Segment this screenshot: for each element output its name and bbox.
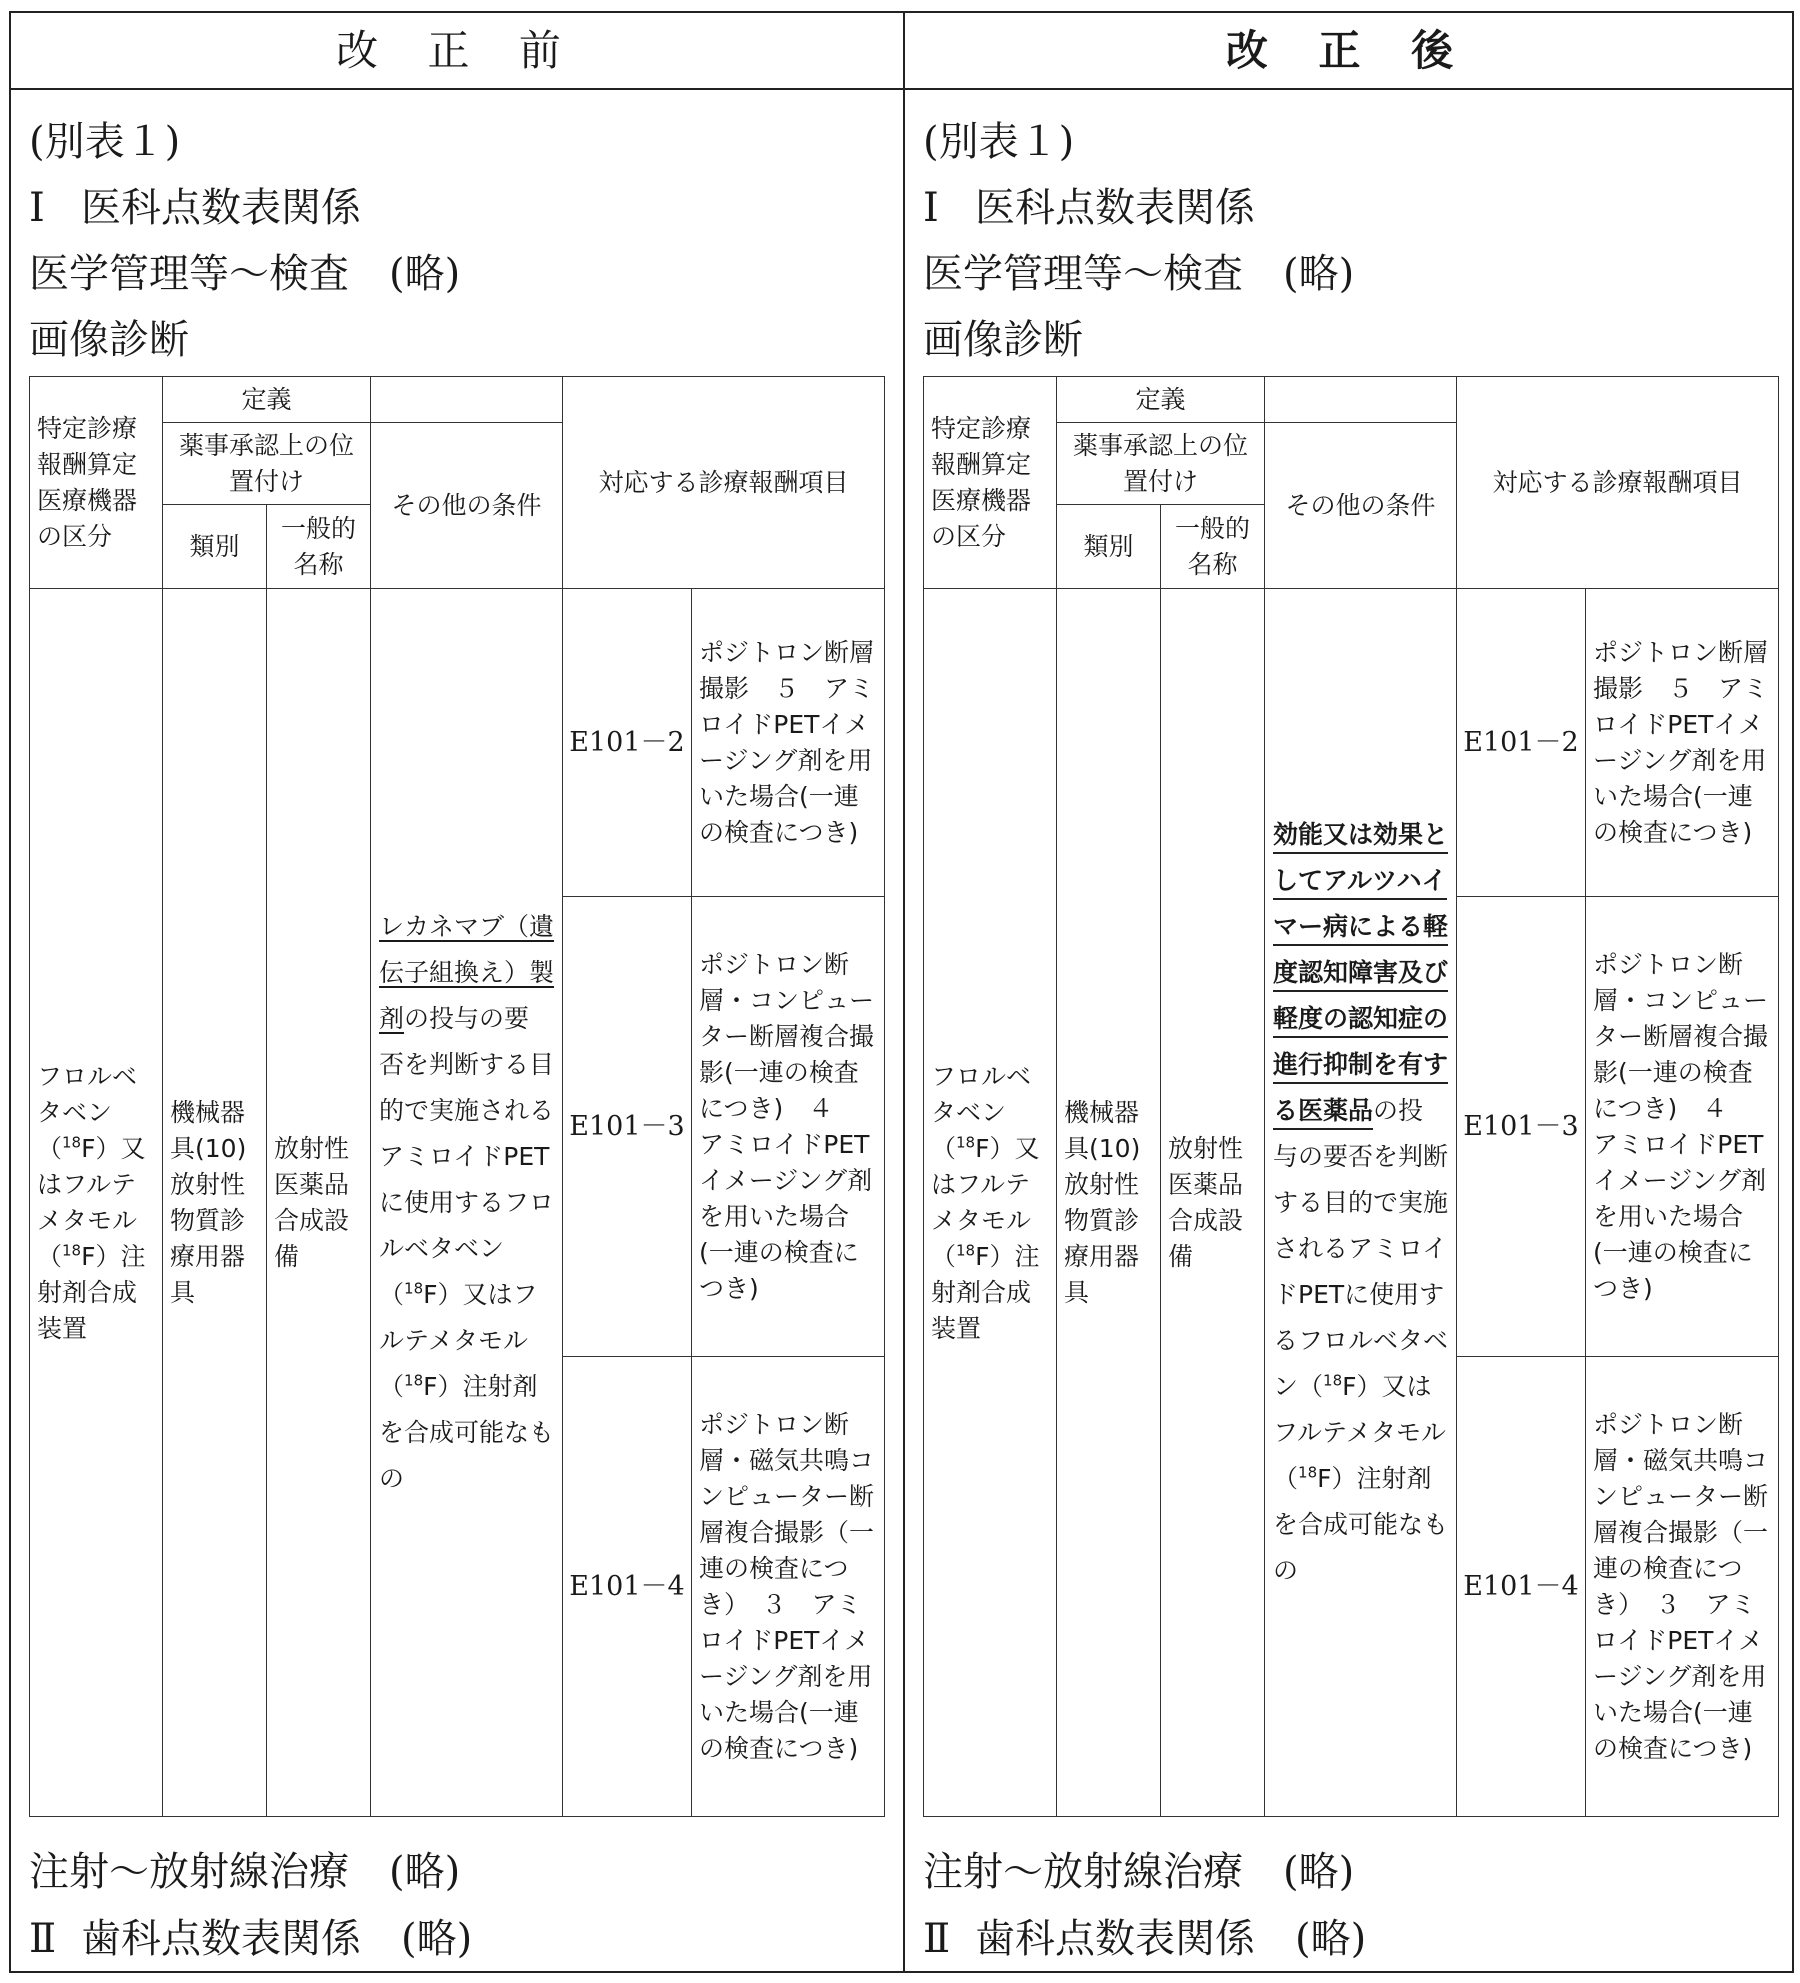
item-code: E101－4 [563,1357,692,1817]
header-items: 対応する診療報酬項目 [1457,377,1779,589]
header-generic: 一般的名称 [267,505,371,589]
document-frame [9,11,1794,1973]
device-type: 機械器具(10)放射性物質診療用器具 [163,589,267,1817]
item-desc: ポジトロン断層撮影 ５ アミロイドPETイメージング剤を用いた場合(一連の検査につき) [1586,589,1779,897]
device-table-after [923,376,1779,1817]
condition-after: 効能又は効果としてアルツハイマー病による軽度認知障害及び軽度の認知症の進行抑制を有する医薬品の投与の要否を判断する目的で実施されるアミロイドPETに使用するフロルベタベン（$^{18}$F）又はフルテメタモル（$^{18}$F）注射剤を合成可能なもの [1265,589,1457,1817]
section2-numeral: Ⅱ [29,1916,57,1962]
condition-underlined: レカネマブ（遺伝子組換え）製剤 [379,911,555,1033]
header-blank [371,377,563,423]
range-line: 医学管理等～検査 (略) [923,251,1355,297]
section-title: 医科点数表関係 [975,185,1255,231]
header-before: 改 正 前 [336,26,579,75]
footer-range: 注射～放射線治療 (略) [923,1849,1355,1895]
panel-before [11,90,903,1973]
device-category: フロルベタベン（$^{18}$F）又はフルテメタモル（$^{18}$F）注射剤合成装置 [30,589,163,1817]
header-type: 類別 [163,505,267,589]
device-generic: 放射性医薬品合成設備 [267,589,371,1817]
header-blank [1265,377,1457,423]
item-desc: ポジトロン断層・磁気共鳴コンピューター断層複合撮影（一連の検査につき） ３ アミロイドPETイメージング剤を用いた場合(一連の検査につき) [1586,1357,1779,1817]
header-definition: 定義 [163,377,371,423]
condition-before: レカネマブ（遺伝子組換え）製剤の投与の要否を判断する目的で実施されるアミロイドPETに使用するフロルベタベン（$^{18}$F）又はフルテメタモル（$^{18}$F）注射剤を合成可能なもの [371,589,563,1817]
section-heading [923,176,1255,233]
subsection-title: 画像診断 [923,317,1083,363]
item-code: E101－3 [563,897,692,1357]
header-row [11,13,1792,90]
item-code: E101－4 [1457,1357,1586,1817]
device-type: 機械器具(10)放射性物質診療用器具 [1057,589,1161,1817]
header-approval: 薬事承認上の位置付け [1057,423,1265,505]
item-code: E101－2 [1457,589,1586,897]
header-other: その他の条件 [371,423,563,589]
range-line: 医学管理等～検査 (略) [29,251,461,297]
item-desc: ポジトロン断層撮影 ５ アミロイドPETイメージング剤を用いた場合(一連の検査につき) [692,589,885,897]
section-numeral: Ⅰ [923,185,939,231]
panel-after [905,90,1793,1973]
section-numeral: Ⅰ [29,185,45,231]
header-definition: 定義 [1057,377,1265,423]
section2-numeral: Ⅱ [923,1916,951,1962]
section2-heading [29,1907,472,1964]
item-code: E101－2 [563,589,692,897]
section-heading [29,176,361,233]
section2-title: 歯科点数表関係 (略) [975,1916,1367,1962]
header-other: その他の条件 [1265,423,1457,589]
item-code: E101－3 [1457,897,1586,1357]
item-desc: ポジトロン断層・コンピューター断層複合撮影(一連の検査につき) ４ アミロイドPETイメージング剤を用いた場合(一連の検査につき) [692,897,885,1357]
device-table-before [29,376,885,1817]
header-generic: 一般的名称 [1161,505,1265,589]
device-category: フロルベタベン（$^{18}$F）又はフルテメタモル（$^{18}$F）注射剤合成装置 [924,589,1057,1817]
item-desc: ポジトロン断層・磁気共鳴コンピューター断層複合撮影（一連の検査につき） ３ アミロイドPETイメージング剤を用いた場合(一連の検査につき) [692,1357,885,1817]
footer-range: 注射～放射線治療 (略) [29,1849,461,1895]
header-after: 改 正 後 [1225,26,1472,75]
section2-heading [923,1907,1366,1964]
subsection-title: 画像診断 [29,317,189,363]
device-generic: 放射性医薬品合成設備 [1161,589,1265,1817]
item-desc: ポジトロン断層・コンピューター断層複合撮影(一連の検査につき) ４ アミロイドPETイメージング剤を用いた場合(一連の検査につき) [1586,897,1779,1357]
condition-bold-underlined: 効能又は効果としてアルツハイマー病による軽度認知障害及び軽度の認知症の進行抑制を有する医薬品 [1273,820,1448,1130]
header-category: 特定診療報酬算定医療機器の区分 [30,377,163,589]
section2-title: 歯科点数表関係 (略) [81,1916,473,1962]
header-items: 対応する診療報酬項目 [563,377,885,589]
attachment-label: (別表１) [923,119,1075,165]
header-type: 類別 [1057,505,1161,589]
header-approval: 薬事承認上の位置付け [163,423,371,505]
section-title: 医科点数表関係 [81,185,361,231]
header-category: 特定診療報酬算定医療機器の区分 [924,377,1057,589]
attachment-label: (別表１) [29,119,181,165]
